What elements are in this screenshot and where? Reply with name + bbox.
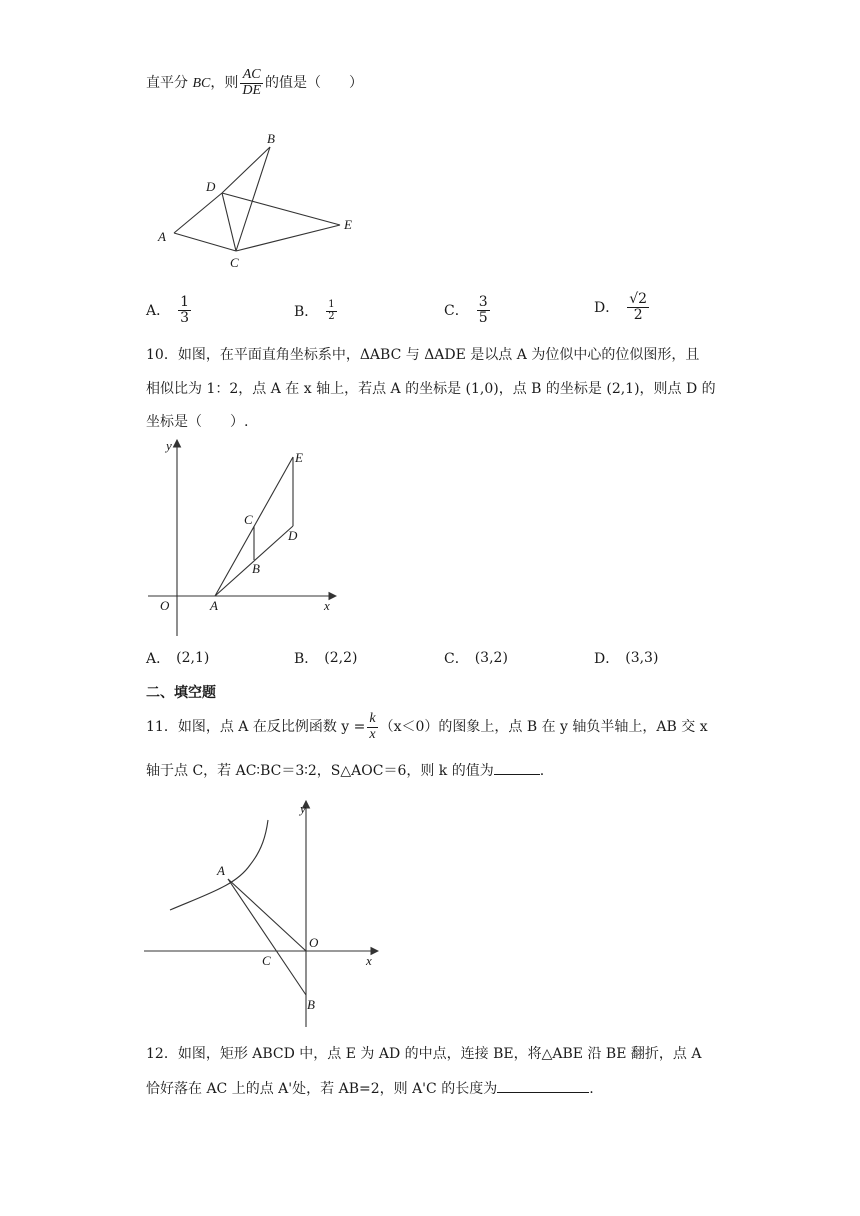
q10-stem-line3: 坐标是（ ）. [146, 414, 249, 430]
q9-option-d[interactable]: D． $\frac{√2}{2}$ [594, 291, 648, 323]
label-d: D [206, 179, 216, 194]
q10-option-b[interactable]: B． (2,2) [294, 650, 358, 667]
q12-stem-line1: 12．如图，矩形 ABCD 中，点 E 为 AD 的中点，连接 BE，将△ABE 沿 BE 翻折，点 A [146, 1046, 702, 1062]
q9-option-a[interactable]: A． $\frac{1}{3}$ [146, 294, 190, 326]
label-o: O [309, 935, 319, 950]
label-x: x [366, 953, 372, 968]
q11-stem-line2: 轴于点 C，若 AC∶BC＝3∶2，S△AOC＝6，则 k 的值为 . [146, 760, 544, 780]
q10-stem-line2: 相似比为 1：2，点 A 在 x 轴上，若点 A 的坐标是 (1,0)，点 B 的坐标是 (2,1)，则点 D 的 [146, 381, 716, 397]
q11-fraction: $\frac{k}{x}$ [369, 711, 376, 742]
label-a: A [210, 598, 218, 613]
q10-option-a[interactable]: A． (2,1) [146, 650, 210, 667]
label-b: B [252, 561, 260, 576]
q9-option-b[interactable]: B． $\frac{1}{2}$ [294, 299, 335, 322]
label-e: E [344, 217, 352, 232]
label-b: B [267, 131, 275, 146]
q9-option-c[interactable]: C． $\frac{3}{5}$ [444, 294, 488, 326]
segment-de [222, 193, 340, 225]
q9-stem: 直平分 BC，则 $\frac{AC}{DE}$ 的值是（ ） [146, 67, 364, 98]
label-a: A [217, 863, 225, 878]
q10-option-c[interactable]: C． (3,2) [444, 650, 508, 667]
q10-stem-line1: 10．如图，在平面直角坐标系中，ΔABC 与 ΔADE 是以点 A 为位似中心的位似图形，且 [146, 347, 700, 363]
q10-option-d[interactable]: D． (3,3) [594, 650, 659, 667]
q10-figure [140, 430, 350, 640]
segment-ac [174, 233, 236, 251]
label-e: E [295, 450, 303, 465]
label-y: y [166, 438, 172, 453]
segment-ab [228, 879, 306, 995]
segment-ad [174, 193, 222, 233]
q11-stem-line1: 11．如图，点 A 在反比例函数 y = $\frac{k}{x}$ （x＜0）的图象上，点 B 在 y 轴负半轴上，AB 交 x [146, 711, 708, 742]
label-y: y [300, 801, 306, 816]
q11-figure [140, 795, 390, 1035]
q9-figure [150, 125, 370, 275]
answer-blank[interactable] [497, 1078, 589, 1093]
label-x: x [324, 598, 330, 613]
section-title: 二、填空题 [146, 685, 216, 701]
segment-ce [236, 225, 340, 251]
label-d: D [288, 528, 298, 543]
answer-blank[interactable] [494, 760, 540, 775]
segment-ao [228, 879, 306, 951]
q9-fraction: $\frac{AC}{DE}$ [242, 67, 262, 98]
label-c: C [262, 953, 271, 968]
label-c: C [230, 255, 239, 270]
q12-stem-line2: 恰好落在 AC 上的点 A'处，若 AB=2，则 A'C 的长度为 . [146, 1078, 594, 1098]
segment-dc [222, 193, 236, 251]
label-a: A [158, 229, 166, 244]
label-o: O [160, 598, 170, 613]
label-b: B [307, 997, 315, 1012]
label-c: C [244, 512, 253, 527]
